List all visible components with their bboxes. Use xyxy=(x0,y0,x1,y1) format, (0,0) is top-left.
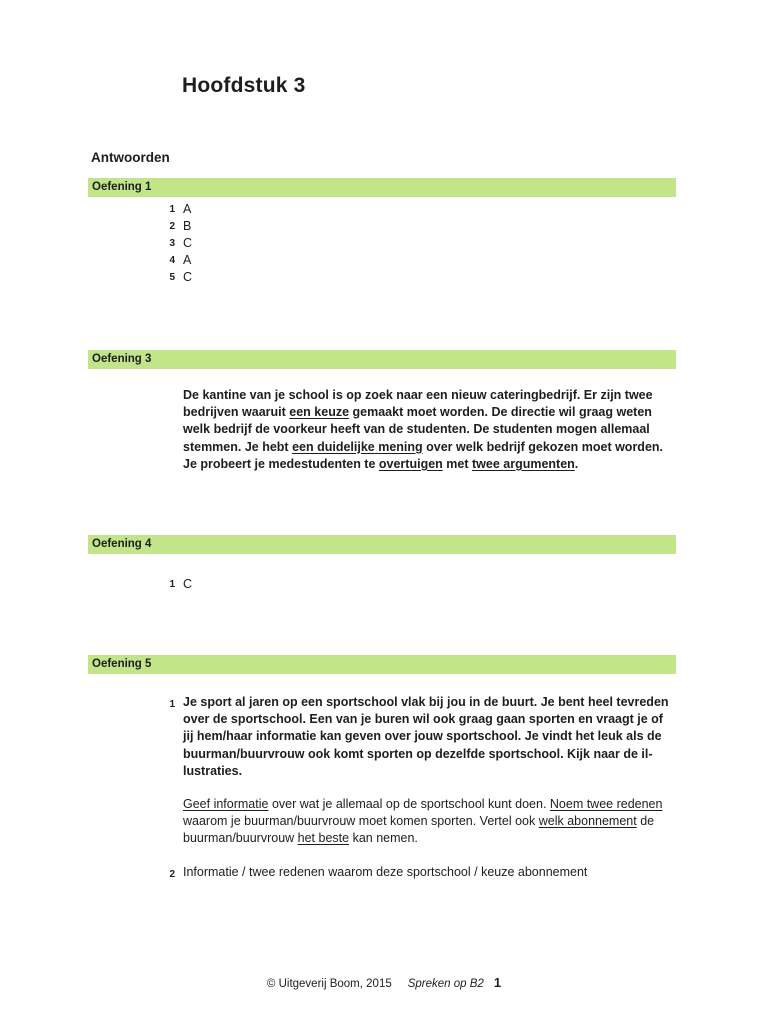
list-item xyxy=(169,218,192,235)
underlined-term: twee argumenten xyxy=(471,456,575,471)
underlined-term: overtuigen xyxy=(378,456,443,471)
exercise-5-task-instructions xyxy=(183,796,673,848)
page-number: 1 xyxy=(493,975,502,990)
item-number: 4 xyxy=(169,255,175,266)
exercise-5-header: Oefening 5 xyxy=(88,655,676,674)
book-title: Spreken op B2 xyxy=(407,978,484,990)
text-segment: over welk bedrijf gekozen moet worden. Je probeert je medestudenten te xyxy=(183,439,664,471)
text-segment: gemaakt moet worden. De directie wil graag weten welk bedrijf de voorkeur heeft van de studenten. De studenten mogen allemaal stemmen. Je hebt xyxy=(183,405,652,454)
exercise-4-header: Oefening 4 xyxy=(88,535,676,554)
list-item xyxy=(169,235,193,252)
exercise-4-answers xyxy=(169,576,193,593)
answer: C xyxy=(183,236,193,250)
text-segment: over wat je allemaal op de sportschool kunt doen. xyxy=(268,797,550,811)
list-item xyxy=(169,252,192,269)
item-number: 3 xyxy=(169,238,175,249)
page-footer xyxy=(0,975,768,990)
exercise-5-item-2-text: Informatie / twee redenen waarom deze sportschool / keuze abonnement xyxy=(183,865,588,879)
exercise-3-header: Oefening 3 xyxy=(88,350,676,369)
underlined-term: Noem twee redenen xyxy=(549,797,663,811)
text-segment: met xyxy=(442,456,472,471)
text-segment: . xyxy=(574,456,579,471)
list-item xyxy=(169,201,192,218)
chapter-title: Hoofdstuk 3 xyxy=(182,74,306,97)
text-segment: waarom je buurman/buurvrouw moet komen sporten. Vertel ook xyxy=(183,814,539,829)
exercise-5-task-description: Je sport al jaren op een sportschool vlak bij jou in de buurt. Je bent heel tevreden over de sportschool. Een van je buren wil ook graag gaan sporten en vraagt je of jij hem/haar informatie kan geven over jouw sportschool. Je vindt het leuk als de buurman/buurvrouw ook komt sporten op dezelfde sportschool. Kijk naar de il-lustraties. xyxy=(183,695,669,778)
item-number: 2 xyxy=(169,221,175,232)
underlined-term: het beste xyxy=(297,831,350,846)
item-number: 5 xyxy=(169,272,175,283)
answer: C xyxy=(183,577,193,591)
text-segment: de buurman/buurvrouw xyxy=(183,814,655,846)
answer: C xyxy=(183,270,193,284)
item-number: 1 xyxy=(169,699,175,710)
text-segment: kan nemen. xyxy=(349,831,418,846)
text-segment: De kantine van je school is op zoek naar een nieuw cateringbedrijf. Er zijn twee bedrijven waaruit xyxy=(183,388,653,420)
answer: A xyxy=(183,202,192,216)
exercise-1-header: Oefening 1 xyxy=(88,178,676,197)
item-number: 1 xyxy=(169,579,175,590)
answer: B xyxy=(183,219,192,233)
exercise-3-text xyxy=(183,387,673,473)
item-number: 1 xyxy=(169,204,175,215)
underlined-term: welk abonnement xyxy=(538,814,637,829)
copyright: © Uitgeverij Boom, 2015 xyxy=(266,978,392,990)
list-item xyxy=(169,269,193,286)
list-item xyxy=(169,576,193,593)
underlined-term: een keuze xyxy=(289,405,350,420)
underlined-term: Geef informatie xyxy=(183,797,269,811)
item-number: 2 xyxy=(169,869,175,880)
answers-heading: Antwoorden xyxy=(91,150,170,165)
exercise-1-answers xyxy=(169,201,193,286)
underlined-term: een duidelijke mening xyxy=(292,439,423,454)
answer: A xyxy=(183,253,192,267)
